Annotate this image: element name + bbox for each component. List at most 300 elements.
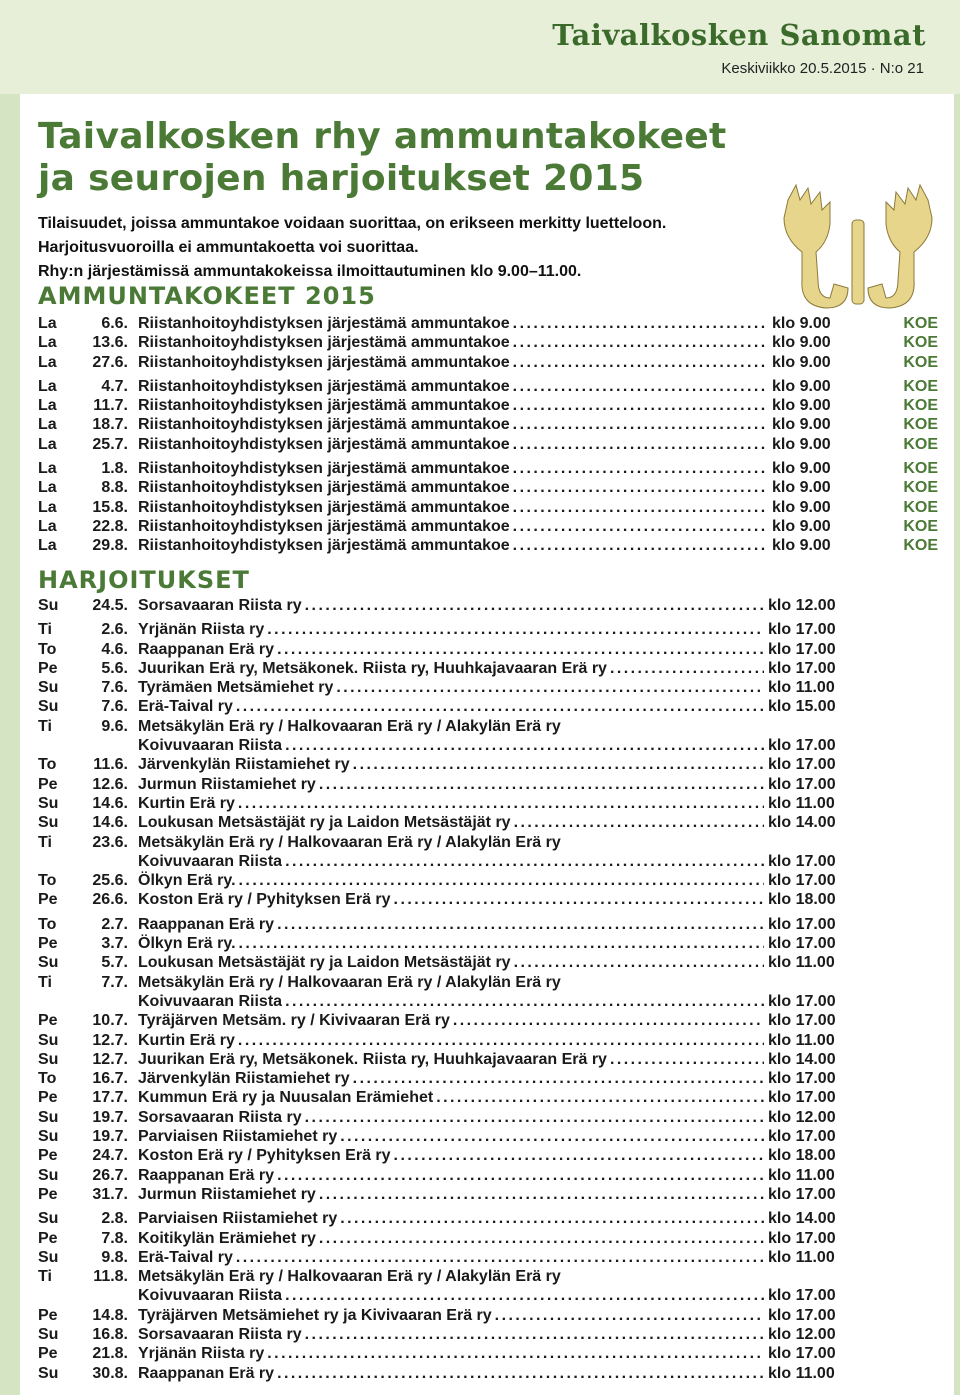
row-day: Pe: [38, 1185, 58, 1203]
row-day: Ti: [38, 833, 52, 851]
row-day: Su: [38, 1128, 59, 1146]
row-time: klo 17.00: [768, 1345, 836, 1363]
dot-leader: [495, 1306, 764, 1325]
row-day: Pe: [38, 1089, 58, 1107]
row-event: Erä-Taival ry: [138, 698, 233, 716]
row-date: 7.8.: [101, 1229, 128, 1247]
row-date: 30.8.: [92, 1364, 128, 1382]
row-date: 13.6.: [92, 334, 128, 352]
note-line: Tilaisuudet, joissa ammuntakoe voidaan suorittaa, on erikseen merkitty luetteloon.: [38, 215, 667, 232]
row-date: 14.8.: [92, 1306, 128, 1324]
row-event: Riistanhoitoyhdistyksen järjestämä ammuntakoe: [138, 315, 510, 332]
practice-row: [38, 915, 938, 934]
row-time: klo 17.00: [768, 935, 836, 953]
row-date: 2.8.: [101, 1210, 128, 1228]
row-day: Su: [38, 794, 59, 812]
row-time: klo 11.00: [768, 1248, 835, 1266]
row-day: Su: [38, 597, 59, 614]
practice-row: [38, 1229, 938, 1248]
dot-leader: [305, 1325, 764, 1344]
note-line: Harjoitusvuoroilla ei ammuntakoetta voi suorittaa.: [38, 239, 419, 256]
row-day: Su: [38, 954, 59, 972]
row-event: Koston Erä ry / Pyhityksen Erä ry: [138, 891, 391, 909]
koe-badge: KOE: [903, 498, 938, 516]
row-date: 5.7.: [101, 954, 128, 972]
row-time: klo 17.00: [768, 1128, 836, 1146]
dot-leader: [513, 459, 766, 478]
dot-leader: [285, 736, 764, 755]
practice-row: [38, 1286, 938, 1305]
row-date: 21.8.: [92, 1345, 128, 1363]
koe-badge: KOE: [903, 460, 938, 478]
row-event: Parviaisen Riistamiehet ry: [138, 1128, 338, 1146]
practice-row: [38, 697, 938, 716]
row-date: 24.5.: [92, 597, 128, 614]
title-line-1: Taivalkosken rhy ammuntakokeet: [38, 116, 727, 157]
dot-leader: [513, 314, 766, 333]
row-time: klo 18.00: [768, 1147, 836, 1165]
practice-row: [38, 813, 938, 832]
row-event: Kurtin Erä ry: [138, 1031, 235, 1049]
row-day: To: [38, 915, 57, 933]
practice-row: [38, 1209, 938, 1228]
row-time: klo 17.00: [768, 640, 836, 658]
row-time: klo 9.00: [772, 377, 831, 395]
practice-row: [38, 934, 938, 953]
row-date: 16.8.: [92, 1325, 128, 1343]
row-date: 11.7.: [93, 397, 128, 415]
row-day: La: [38, 315, 57, 332]
koe-badge: KOE: [903, 537, 938, 555]
shooting-test-row: [38, 536, 938, 555]
row-day: La: [38, 435, 57, 453]
practice-row: [38, 596, 938, 615]
row-day: Su: [38, 1248, 59, 1266]
row-time: klo 17.00: [768, 1306, 836, 1324]
dot-leader: [236, 697, 764, 716]
dot-leader: [238, 1031, 764, 1050]
koe-badge: KOE: [903, 416, 938, 434]
row-time: klo 11.00: [768, 679, 835, 697]
row-event: Koston Erä ry / Pyhityksen Erä ry: [138, 1147, 391, 1165]
shooting-tests-list: [38, 314, 938, 556]
practice-row: [38, 833, 938, 852]
shooting-tests-heading: AMMUNTAKOKEET 2015: [38, 282, 376, 310]
row-day: Su: [38, 1210, 59, 1228]
row-event: Metsäkylän Erä ry / Halkovaaran Erä ry / Alakylän Erä ry: [138, 973, 561, 991]
practice-row: [38, 1344, 938, 1363]
row-date: 19.7.: [92, 1128, 128, 1146]
row-day: Su: [38, 679, 59, 697]
dot-leader: [436, 1088, 764, 1107]
row-time: klo 12.00: [768, 1325, 836, 1343]
practice-row: [38, 620, 938, 639]
dot-leader: [394, 890, 764, 909]
row-time: klo 18.00: [768, 891, 836, 909]
dot-leader: [453, 1011, 764, 1030]
row-time: klo 9.00: [772, 517, 831, 535]
dot-leader: [513, 353, 766, 372]
row-date: 12.7.: [92, 1050, 128, 1068]
practice-row: [38, 852, 938, 871]
row-time: klo 17.00: [768, 872, 836, 890]
row-time: klo 17.00: [768, 1185, 836, 1203]
dot-leader: [513, 498, 766, 517]
row-event: Riistanhoitoyhdistyksen järjestämä ammuntakoe: [138, 460, 510, 478]
row-event: Riistanhoitoyhdistyksen järjestämä ammuntakoe: [138, 517, 510, 535]
dot-leader: [319, 775, 764, 794]
row-time: klo 17.00: [768, 1070, 836, 1088]
row-date: 11.6.: [93, 756, 128, 774]
koe-badge: KOE: [903, 517, 938, 535]
dot-leader: [353, 1069, 764, 1088]
row-time: klo 17.00: [768, 852, 836, 870]
row-time: klo 9.00: [772, 479, 831, 497]
row-event: Jurmun Riistamiehet ry: [138, 775, 316, 793]
practice-row: [38, 659, 938, 678]
row-day: Pe: [38, 1229, 58, 1247]
row-date: 31.7.: [92, 1185, 128, 1203]
row-event: Juurikan Erä ry, Metsäkonek. Riista ry, Huuhkajavaaran Erä ry: [138, 659, 607, 677]
practice-row: [38, 890, 938, 909]
practice-row: [38, 736, 938, 755]
row-time: klo 12.00: [768, 597, 836, 614]
row-event: Järvenkylän Riistamiehet ry: [138, 756, 350, 774]
row-time: klo 14.00: [768, 1050, 836, 1068]
dot-leader: [353, 755, 764, 774]
row-day: La: [38, 334, 57, 352]
koe-badge: KOE: [903, 315, 938, 332]
row-date: 6.6.: [101, 315, 128, 332]
article-title: [38, 116, 727, 200]
row-date: 17.7.: [92, 1089, 128, 1107]
row-date: 9.6.: [101, 717, 128, 735]
row-date: 10.7.: [92, 1012, 128, 1030]
dot-leader: [277, 915, 764, 934]
row-date: 1.8.: [101, 460, 128, 478]
row-day: La: [38, 397, 57, 415]
koe-badge: KOE: [903, 377, 938, 395]
row-event: Metsäkylän Erä ry / Halkovaaran Erä ry / Alakylän Erä ry: [138, 1268, 561, 1286]
row-event: Riistanhoitoyhdistyksen järjestämä ammuntakoe: [138, 435, 510, 453]
row-date: 23.6.: [92, 833, 128, 851]
row-day: Pe: [38, 775, 58, 793]
row-time: klo 17.00: [768, 737, 836, 755]
moose-antler-logo-icon: [778, 180, 938, 310]
row-time: klo 17.00: [768, 756, 836, 774]
row-time: klo 14.00: [768, 814, 836, 832]
practice-row: [38, 1069, 938, 1088]
row-day: Su: [38, 1325, 59, 1343]
shooting-test-row: [38, 314, 938, 333]
row-event: Ölkyn Erä ry.: [138, 935, 236, 953]
row-day: Su: [38, 1364, 59, 1382]
row-time: klo 17.00: [768, 621, 836, 639]
row-event: Loukusan Metsästäjät ry ja Laidon Metsästäjät ry: [138, 954, 511, 972]
dot-leader: [285, 852, 764, 871]
koe-badge: KOE: [903, 479, 938, 497]
row-event: Koivuvaaran Riista: [138, 737, 283, 755]
shooting-test-row: [38, 333, 938, 352]
row-day: To: [38, 872, 57, 890]
row-day: To: [38, 756, 57, 774]
row-event: Yrjänän Riista ry: [138, 621, 265, 639]
row-day: Ti: [38, 973, 52, 991]
row-event: Parviaisen Riistamiehet ry: [138, 1210, 338, 1228]
dot-leader: [513, 396, 766, 415]
row-day: La: [38, 498, 57, 516]
row-time: klo 17.00: [768, 1229, 836, 1247]
row-date: 4.7.: [101, 377, 128, 395]
row-date: 12.6.: [92, 775, 128, 793]
practice-row: [38, 640, 938, 659]
dot-leader: [319, 1229, 764, 1248]
row-date: 15.8.: [92, 498, 128, 516]
row-day: Pe: [38, 1012, 58, 1030]
practice-row: [38, 1031, 938, 1050]
row-date: 7.6.: [101, 698, 128, 716]
row-day: Ti: [38, 717, 52, 735]
koe-badge: KOE: [903, 397, 938, 415]
row-date: 22.8.: [92, 517, 128, 535]
dot-leader: [285, 1286, 764, 1305]
dot-leader: [513, 415, 766, 434]
shooting-test-row: [38, 377, 938, 396]
dot-leader: [236, 1248, 764, 1267]
row-event: Tyräjärven Metsäm. ry / Kivivaaran Erä ry: [138, 1012, 450, 1030]
dot-leader: [305, 596, 764, 615]
row-event: Riistanhoitoyhdistyksen järjestämä ammuntakoe: [138, 377, 510, 395]
shooting-test-row: [38, 498, 938, 517]
dot-leader: [340, 1209, 764, 1228]
practice-row: [38, 1267, 938, 1286]
koe-badge: KOE: [903, 353, 938, 371]
row-time: klo 9.00: [772, 416, 831, 434]
row-time: klo 17.00: [768, 1089, 836, 1107]
practice-row: [38, 1325, 938, 1344]
row-event: Metsäkylän Erä ry / Halkovaaran Erä ry / Alakylän Erä ry: [138, 833, 561, 851]
dot-leader: [238, 794, 764, 813]
dot-leader: [513, 478, 766, 497]
practice-row: [38, 755, 938, 774]
row-date: 25.7.: [92, 435, 128, 453]
practice-row: [38, 794, 938, 813]
row-event: Sorsavaaran Riista ry: [138, 597, 302, 614]
row-event: Koivuvaaran Riista: [138, 992, 283, 1010]
row-time: klo 15.00: [768, 698, 836, 716]
row-event: Jurmun Riistamiehet ry: [138, 1185, 316, 1203]
row-time: klo 12.00: [768, 1108, 836, 1126]
dot-leader: [267, 620, 764, 639]
practice-row: [38, 1248, 938, 1267]
row-event: Ölkyn Erä ry.: [138, 872, 236, 890]
row-event: Raappanan Erä ry: [138, 1364, 275, 1382]
row-event: Riistanhoitoyhdistyksen järjestämä ammuntakoe: [138, 498, 510, 516]
practice-row: [38, 973, 938, 992]
row-date: 7.7.: [101, 973, 128, 991]
practice-row: [38, 678, 938, 697]
dot-leader: [285, 992, 764, 1011]
shooting-test-row: [38, 415, 938, 434]
practice-row: [38, 871, 938, 890]
row-day: Ti: [38, 1268, 52, 1286]
row-time: klo 17.00: [768, 992, 836, 1010]
shooting-test-row: [38, 435, 938, 454]
row-event: Sorsavaaran Riista ry: [138, 1325, 302, 1343]
row-event: Raappanan Erä ry: [138, 640, 275, 658]
row-time: klo 9.00: [772, 537, 831, 555]
dot-leader: [610, 1050, 764, 1069]
dot-leader: [319, 1185, 764, 1204]
row-event: Juurikan Erä ry, Metsäkonek. Riista ry, Huuhkajavaaran Erä ry: [138, 1050, 607, 1068]
practice-row: [38, 953, 938, 972]
row-time: klo 14.00: [768, 1210, 836, 1228]
row-event: Riistanhoitoyhdistyksen järjestämä ammuntakoe: [138, 397, 510, 415]
row-day: To: [38, 640, 57, 658]
row-date: 18.7.: [92, 416, 128, 434]
row-date: 14.6.: [92, 794, 128, 812]
row-date: 29.8.: [92, 537, 128, 555]
row-day: La: [38, 479, 57, 497]
row-time: klo 11.00: [768, 1166, 835, 1184]
row-event: Metsäkylän Erä ry / Halkovaaran Erä ry / Alakylän Erä ry: [138, 717, 561, 735]
dot-leader: [277, 640, 764, 659]
dot-leader: [239, 871, 764, 890]
row-day: Su: [38, 1050, 59, 1068]
shooting-test-row: [38, 478, 938, 497]
row-date: 19.7.: [92, 1108, 128, 1126]
dot-leader: [513, 517, 766, 536]
row-time: klo 17.00: [768, 775, 836, 793]
practice-row: [38, 717, 938, 736]
issue-date-number: Keskiviikko 20.5.2015 · N:o 21: [721, 60, 924, 77]
shooting-test-row: [38, 353, 938, 372]
dot-leader: [340, 1127, 764, 1146]
row-event: Koitikylän Erämiehet ry: [138, 1229, 316, 1247]
practice-row: [38, 1146, 938, 1165]
row-event: Koivuvaaran Riista: [138, 1287, 283, 1305]
dot-leader: [305, 1108, 764, 1127]
row-date: 7.6.: [101, 679, 128, 697]
row-day: Su: [38, 698, 59, 716]
dot-leader: [394, 1146, 764, 1165]
practice-row: [38, 1185, 938, 1204]
row-event: Riistanhoitoyhdistyksen järjestämä ammuntakoe: [138, 416, 510, 434]
row-time: klo 11.00: [768, 1364, 835, 1382]
koe-badge: KOE: [903, 435, 938, 453]
row-event: Tyräjärven Metsämiehet ry ja Kivivaaran Erä ry: [138, 1306, 492, 1324]
row-event: Koivuvaaran Riista: [138, 852, 283, 870]
row-event: Loukusan Metsästäjät ry ja Laidon Metsästäjät ry: [138, 814, 511, 832]
dot-leader: [277, 1166, 764, 1185]
row-day: Pe: [38, 1306, 58, 1324]
row-date: 25.6.: [92, 872, 128, 890]
row-day: To: [38, 1070, 57, 1088]
practice-row: [38, 1364, 938, 1383]
practice-row: [38, 1108, 938, 1127]
row-time: klo 11.00: [768, 1031, 835, 1049]
row-day: La: [38, 353, 57, 371]
row-day: Pe: [38, 935, 58, 953]
row-event: Riistanhoitoyhdistyksen järjestämä ammuntakoe: [138, 353, 510, 371]
row-date: 26.6.: [92, 891, 128, 909]
row-date: 3.7.: [101, 935, 128, 953]
row-event: Erä-Taival ry: [138, 1248, 233, 1266]
shooting-test-row: [38, 396, 938, 415]
row-time: klo 9.00: [772, 498, 831, 516]
row-time: klo 9.00: [772, 315, 831, 332]
row-event: Kummun Erä ry ja Nuusalan Erämiehet: [138, 1089, 434, 1107]
row-date: 11.8.: [93, 1268, 128, 1286]
row-time: klo 17.00: [768, 1287, 836, 1305]
row-date: 5.6.: [101, 659, 128, 677]
row-time: klo 9.00: [772, 460, 831, 478]
shooting-test-row: [38, 517, 938, 536]
row-day: La: [38, 517, 57, 535]
row-day: Su: [38, 1108, 59, 1126]
row-event: Tyrämäen Metsämiehet ry: [138, 679, 334, 697]
row-day: La: [38, 537, 57, 555]
practice-row: [38, 1166, 938, 1185]
row-event: Yrjänän Riista ry: [138, 1345, 265, 1363]
title-line-2: ja seurojen harjoitukset 2015: [38, 158, 645, 199]
row-date: 12.7.: [92, 1031, 128, 1049]
row-day: Su: [38, 814, 59, 832]
row-day: La: [38, 377, 57, 395]
note-line: Rhy:n järjestämissä ammuntakokeissa ilmoittautuminen klo 9.00–11.00.: [38, 263, 582, 280]
dot-leader: [239, 934, 764, 953]
dot-leader: [336, 678, 764, 697]
practice-list: [38, 596, 938, 1383]
practice-row: [38, 1088, 938, 1107]
row-event: Riistanhoitoyhdistyksen järjestämä ammuntakoe: [138, 537, 510, 555]
dot-leader: [513, 536, 766, 555]
dot-leader: [610, 659, 764, 678]
practice-row: [38, 1011, 938, 1030]
row-event: Riistanhoitoyhdistyksen järjestämä ammuntakoe: [138, 334, 510, 352]
row-date: 26.7.: [92, 1166, 128, 1184]
row-day: Pe: [38, 891, 58, 909]
row-date: 2.7.: [101, 915, 128, 933]
practice-heading: HARJOITUKSET: [38, 566, 250, 594]
row-event: Riistanhoitoyhdistyksen järjestämä ammuntakoe: [138, 479, 510, 497]
row-date: 8.8.: [101, 479, 128, 497]
newspaper-name: Taivalkosken Sanomat: [552, 18, 926, 52]
dot-leader: [514, 953, 764, 972]
row-date: 16.7.: [92, 1070, 128, 1088]
row-event: Järvenkylän Riistamiehet ry: [138, 1070, 350, 1088]
row-time: klo 11.00: [768, 954, 835, 972]
row-time: klo 11.00: [768, 794, 835, 812]
dot-leader: [513, 333, 766, 352]
row-day: Ti: [38, 621, 52, 639]
koe-badge: KOE: [903, 334, 938, 352]
shooting-test-row: [38, 459, 938, 478]
row-date: 2.6.: [101, 621, 128, 639]
practice-row: [38, 775, 938, 794]
row-time: klo 17.00: [768, 659, 836, 677]
dot-leader: [513, 377, 766, 396]
row-date: 14.6.: [92, 814, 128, 832]
row-time: klo 17.00: [768, 915, 836, 933]
practice-row: [38, 1050, 938, 1069]
row-event: Raappanan Erä ry: [138, 1166, 275, 1184]
row-event: Raappanan Erä ry: [138, 915, 275, 933]
row-day: La: [38, 416, 57, 434]
row-day: La: [38, 460, 57, 478]
row-date: 9.8.: [101, 1248, 128, 1266]
row-date: 4.6.: [101, 640, 128, 658]
